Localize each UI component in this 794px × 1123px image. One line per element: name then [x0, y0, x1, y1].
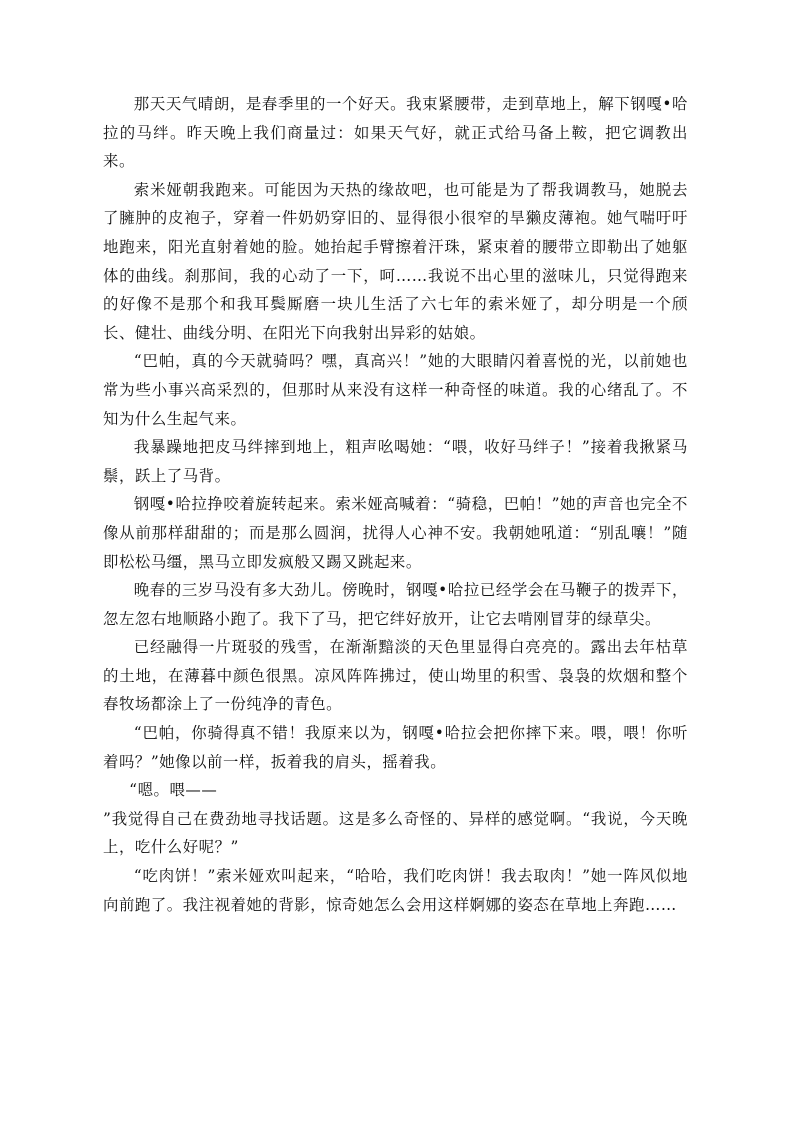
paragraph-3: “巴帕，真的今天就骑吗？嘿，真高兴！”她的大眼睛闪着喜悦的光，以前她也常为些小事兴高采烈的，但那时从来没有这样一种奇怪的味道。我的心绪乱了。不知为什么生起气来。 — [103, 352, 688, 428]
paragraph-4: 我暴躁地把皮马绊摔到地上，粗声吆喝她：“喂，收好马绊子！”接着我揪紧马鬃，跃上了马背。 — [103, 438, 688, 485]
paragraph-11: “吃肉饼！”索米娅欢叫起来，“哈哈，我们吃肉饼！我去取肉！”她一阵风似地向前跑了。我注视着她的背影，惊奇她怎么会用这样婀娜的姿态在草地上奔跑…… — [103, 867, 688, 914]
paragraph-2: 索米娅朝我跑来。可能因为天热的缘故吧，也可能是为了帮我调教马，她脱去了臃肿的皮袍子，穿着一件奶奶穿旧的、显得很小很窄的旱獭皮薄袍。她气喘吁吁地跑来，阳光直射着她的脸。她抬起手臂擦着汗珠，紧束着的腰带立即勒出了她躯体的曲线。刹那间，我的心动了一下，呵……我说不出心里的滋味儿，只觉得跑来的好像不是那个和我耳鬓厮磨一块儿生活了六七年的索米娅了，却分明是一个颀长、健壮、曲线分明、在阳光下向我射出异彩的姑娘。 — [103, 180, 688, 342]
paragraph-9: “嗯。喂—— — [129, 781, 218, 800]
story-text — [103, 90, 688, 919]
paragraph-8: “巴帕，你骑得真不错！我原来以为，钢嘎•哈拉会把你摔下来。喂，喂！你听着吗？”她像以前一样，扳着我的肩头，摇着我。 — [103, 724, 688, 771]
paragraph-6: 晚春的三岁马没有多大劲儿。傍晚时，钢嘎•哈拉已经学会在马鞭子的拨弄下，忽左忽右地顺路小跑了。我下了马，把它绊好放开，让它去啃刚冒芽的绿草尖。 — [103, 581, 688, 628]
paragraph-5: 钢嘎•哈拉挣咬着旋转起来。索米娅高喊着：“骑稳，巴帕！”她的声音也完全不像从前那样甜甜的；而是那么圆润，扰得人心神不安。我朝她吼道：“别乱嚷！”随即松松马缰，黑马立即发疯般又踢又跳起来。 — [103, 495, 688, 571]
paragraph-10: ”我觉得自己在费劲地寻找话题。这是多么奇怪的、异样的感觉啊。“我说，今天晚上，吃什么好呢？” — [103, 809, 688, 857]
paragraph-7: 已经融得一片斑驳的残雪，在渐渐黯淡的天色里显得白亮亮的。露出去年枯草的土地，在薄暮中颜色很黑。凉风阵阵拂过，使山坳里的积雪、袅袅的炊烟和整个春牧场都涂上了一份纯净的青色。 — [103, 638, 688, 714]
paragraph-1: 那天天气晴朗，是春季里的一个好天。我束紧腰带，走到草地上，解下钢嘎•哈拉的马绊。昨天晚上我们商量过：如果天气好，就正式给马备上鞍，把它调教出来。 — [103, 95, 688, 171]
